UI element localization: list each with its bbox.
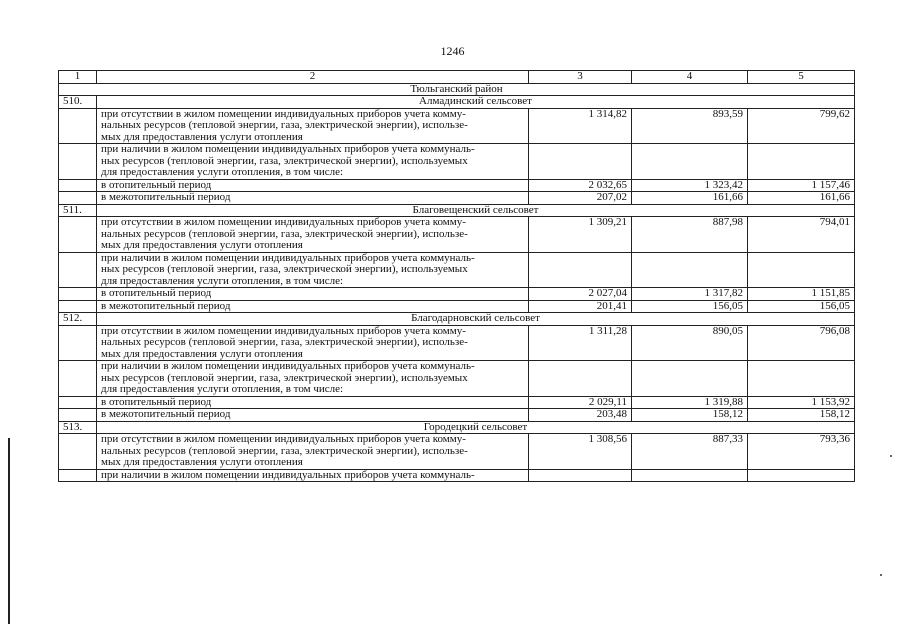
page-number: 1246: [440, 44, 465, 58]
value-cell: [748, 361, 855, 397]
row-description: [97, 469, 529, 482]
row-description: [97, 144, 529, 180]
with-meter-row: [59, 469, 855, 482]
value-cell: 207,02: [529, 192, 632, 205]
row-number-cell: [59, 396, 97, 409]
scan-speck: [880, 574, 882, 576]
value-cell: 161,66: [748, 192, 855, 205]
column-header: 1: [59, 71, 97, 84]
section-header-row: [59, 313, 855, 326]
row-number-cell: [59, 192, 97, 205]
section-number: 513.: [59, 421, 97, 434]
period-label: в отопительный период: [97, 179, 529, 192]
value-cell: 887,98: [632, 217, 748, 253]
value-cell: 1 319,88: [632, 396, 748, 409]
section-number: 510.: [59, 96, 97, 109]
description-line: при отсутствии в жилом помещении индивидуальных приборов учета комму-: [101, 107, 466, 120]
description-line: нальных ресурсов (тепловой энергии, газа, электрической энергии), использе-: [101, 119, 468, 131]
heating-period-row: [59, 396, 855, 409]
description-line: для предоставления услуги отопления, в том числе:: [101, 274, 344, 287]
value-cell: 1 314,82: [529, 108, 632, 144]
description-line: при наличии в жилом помещении индивидуальных приборов учета коммуналь-: [101, 143, 475, 155]
row-number-cell: [59, 361, 97, 397]
value-cell: 1 317,82: [632, 288, 748, 301]
description-line: при наличии в жилом помещении индивидуальных приборов учета коммуналь-: [101, 360, 475, 372]
description-line: для предоставления услуги отопления, в том числе:: [101, 166, 344, 178]
no-meter-row: [59, 434, 855, 470]
section-number: 511.: [59, 204, 97, 217]
interheating-period-row: [59, 409, 855, 422]
value-cell: 2 029,11: [529, 396, 632, 409]
row-description: [97, 108, 529, 144]
value-cell: 890,05: [632, 325, 748, 361]
period-label: в межотопительный период: [97, 409, 529, 422]
column-header: 5: [748, 71, 855, 84]
description-line: мых для предоставления услуги отопления: [101, 456, 303, 468]
description-line: мых для предоставления услуги отопления: [101, 347, 303, 360]
row-number-cell: [59, 469, 97, 482]
value-cell: [529, 469, 632, 482]
column-header: 3: [529, 71, 632, 84]
value-cell: [748, 144, 855, 180]
row-description: [97, 434, 529, 470]
description-line: мых для предоставления услуги отопления: [101, 239, 303, 251]
value-cell: [748, 469, 855, 482]
row-description: [97, 252, 529, 288]
row-description: [97, 325, 529, 361]
column-header: 2: [97, 71, 529, 84]
value-cell: 158,12: [632, 409, 748, 422]
row-number-cell: [59, 325, 97, 361]
description-line: для предоставления услуги отопления, в том числе:: [101, 383, 344, 395]
row-number-cell: [59, 217, 97, 253]
section-header-row: [59, 421, 855, 434]
period-label: в межотопительный период: [97, 300, 529, 313]
description-line: нальных ресурсов (тепловой энергии, газа, электрической энергии), использе-: [101, 444, 468, 457]
section-name: Алмадинский сельсовет: [97, 96, 855, 109]
value-cell: [748, 252, 855, 288]
with-meter-row: [59, 144, 855, 180]
value-cell: 799,62: [748, 108, 855, 144]
heating-period-row: [59, 179, 855, 192]
value-cell: [632, 144, 748, 180]
row-number-cell: [59, 434, 97, 470]
value-cell: 794,01: [748, 217, 855, 253]
value-cell: 156,05: [748, 300, 855, 313]
value-cell: 1 309,21: [529, 217, 632, 253]
description-line: при отсутствии в жилом помещении индивидуальных приборов учета комму-: [101, 433, 466, 445]
period-label: в отопительный период: [97, 396, 529, 409]
section-header-row: [59, 204, 855, 217]
description-line: нальных ресурсов (тепловой энергии, газа, электрической энергии), использе-: [101, 227, 468, 240]
section-name: Городецкий сельсовет: [97, 421, 855, 434]
description-line: при наличии в жилом помещении индивидуальных приборов учета коммуналь-: [101, 251, 475, 264]
no-meter-row: [59, 325, 855, 361]
description-line: при отсутствии в жилом помещении индивидуальных приборов учета комму-: [101, 324, 466, 337]
description-line: мых для предоставления услуги отопления: [101, 130, 303, 143]
row-number-cell: [59, 179, 97, 192]
value-cell: 793,36: [748, 434, 855, 470]
value-cell: 1 157,46: [748, 179, 855, 192]
value-cell: 156,05: [632, 300, 748, 313]
value-cell: 893,59: [632, 108, 748, 144]
period-label: в отопительный период: [97, 288, 529, 301]
description-line: при отсутствии в жилом помещении индивидуальных приборов учета комму-: [101, 216, 466, 228]
section-name: Благодарновский сельсовет: [97, 313, 855, 326]
value-cell: 1 308,56: [529, 434, 632, 470]
interheating-period-row: [59, 300, 855, 313]
tariff-table: [58, 70, 855, 482]
value-cell: 2 027,04: [529, 288, 632, 301]
value-cell: 1 151,85: [748, 288, 855, 301]
value-cell: [632, 252, 748, 288]
district-row: [59, 83, 855, 96]
row-description: [97, 217, 529, 253]
value-cell: [529, 144, 632, 180]
value-cell: 2 032,65: [529, 179, 632, 192]
value-cell: 1 311,28: [529, 325, 632, 361]
value-cell: 1 153,92: [748, 396, 855, 409]
row-number-cell: [59, 108, 97, 144]
with-meter-row: [59, 252, 855, 288]
row-number-cell: [59, 409, 97, 422]
description-line: при наличии в жилом помещении индивидуальных приборов учета коммуналь-: [101, 468, 475, 481]
value-cell: [632, 361, 748, 397]
interheating-period-row: [59, 192, 855, 205]
no-meter-row: [59, 108, 855, 144]
value-cell: 158,12: [748, 409, 855, 422]
section-number: 512.: [59, 313, 97, 326]
row-number-cell: [59, 144, 97, 180]
heating-period-row: [59, 288, 855, 301]
description-line: ных ресурсов (тепловой энергии, газа, электрической энергии), используемых: [101, 371, 468, 384]
section-name: Благовещенский сельсовет: [97, 204, 855, 217]
district-name: Тюльганский район: [59, 83, 855, 96]
column-header-row: [59, 71, 855, 84]
description-line: нальных ресурсов (тепловой энергии, газа, электрической энергии), использе-: [101, 336, 468, 348]
scan-speck: [890, 455, 892, 457]
row-number-cell: [59, 300, 97, 313]
row-number-cell: [59, 252, 97, 288]
period-label: в межотопительный период: [97, 192, 529, 205]
column-header: 4: [632, 71, 748, 84]
description-line: ных ресурсов (тепловой энергии, газа, электрической энергии), используемых: [101, 154, 468, 167]
value-cell: [529, 252, 632, 288]
value-cell: 887,33: [632, 434, 748, 470]
value-cell: 1 323,42: [632, 179, 748, 192]
value-cell: [529, 361, 632, 397]
description-line: ных ресурсов (тепловой энергии, газа, электрической энергии), используемых: [101, 263, 468, 275]
value-cell: 161,66: [632, 192, 748, 205]
value-cell: 203,48: [529, 409, 632, 422]
value-cell: [632, 469, 748, 482]
with-meter-row: [59, 361, 855, 397]
value-cell: 796,08: [748, 325, 855, 361]
row-description: [97, 361, 529, 397]
no-meter-row: [59, 217, 855, 253]
row-number-cell: [59, 288, 97, 301]
scan-edge-mark: [8, 438, 10, 624]
value-cell: 201,41: [529, 300, 632, 313]
section-header-row: [59, 96, 855, 109]
